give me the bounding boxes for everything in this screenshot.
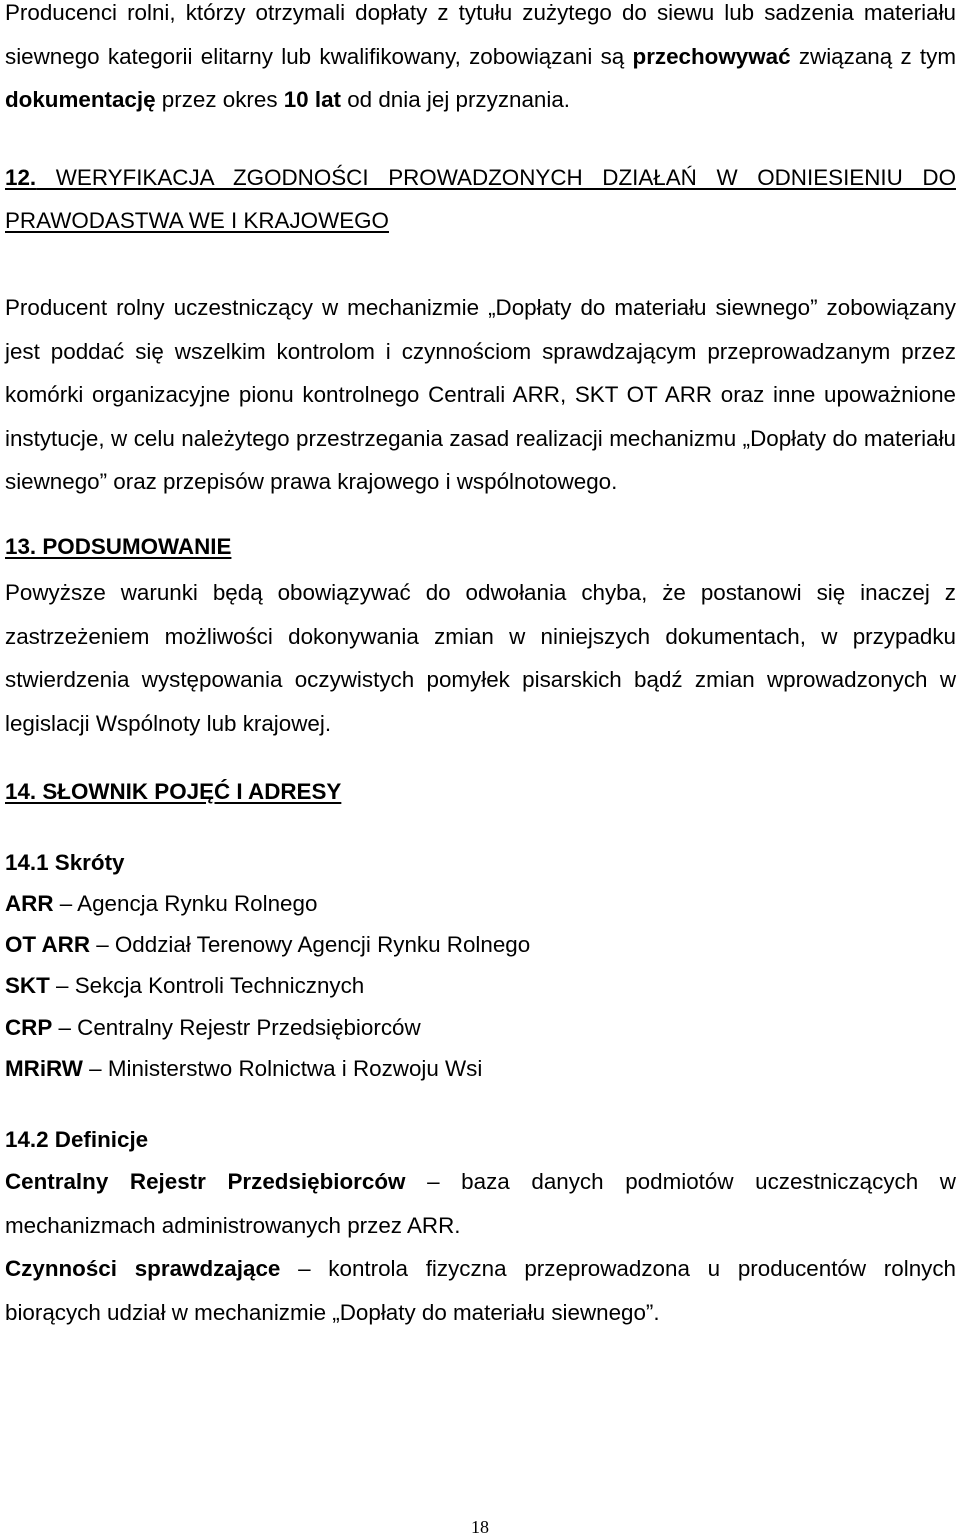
abbreviation-item bbox=[5, 1048, 956, 1089]
intro-text: związaną z tym bbox=[790, 43, 956, 69]
intro-bold-text: przechowywać bbox=[632, 43, 791, 69]
page-number: 18 bbox=[471, 1517, 489, 1537]
section-12-title: WERYFIKACJA ZGODNOŚCI PROWADZONYCH DZIAŁAŃ W ODNIESIENIU DO PRAWODASTWA WE I KRAJOWEGO bbox=[5, 164, 956, 234]
section-12-number: 12. bbox=[5, 164, 37, 190]
section-13-heading: 13. PODSUMOWANIE bbox=[5, 533, 232, 559]
intro-text: od dnia jej przyznania. bbox=[341, 87, 571, 113]
definition-desc: – baza danych podmiotów uczestniczących w mechanizmach administrowanych przez ARR. bbox=[5, 1169, 956, 1238]
section-12-body: Producent rolny uczestniczący w mechanizmie „Dopłaty do materiału siewnego” zobowiązany jest poddać się wszelkim kontrolom i czynnościom sprawdzającym przeprowadzanym przez komórki organizacyjne pionu kontrolnego Centrali ARR, SKT OT ARR oraz inne upoważnione instytucje, w celu należytego przestrzegania zasad realizacji mechanizmu „Dopłaty do materiału siewnego” oraz przepisów prawa krajowego i wspólnotowego. bbox=[5, 294, 956, 495]
abbreviation-desc: – Ministerstwo Rolnictwa i Rozwoju Wsi bbox=[82, 1055, 483, 1081]
definition-item bbox=[5, 1247, 956, 1334]
intro-text: przez okres bbox=[155, 87, 284, 113]
definition-term: Centralny Rejestr Przedsiębiorców bbox=[5, 1169, 406, 1195]
abbreviation-item bbox=[5, 924, 956, 965]
subsection-14-1-heading: 14.1 Skróty bbox=[5, 849, 125, 875]
abbreviation-term: OT ARR bbox=[5, 932, 90, 958]
abbreviation-desc: – Agencja Rynku Rolnego bbox=[53, 890, 318, 916]
section-13-body: Powyższe warunki będą obowiązywać do odwołania chyba, że postanowi się inaczej z zastrzeżeniem możliwości dokonywania zmian w niniejszych dokumentach, w przypadku stwierdzenia występowania oczywistych pomyłek pisarskich bądź zmian wprowadzonych w legislacji Wspólnoty lub krajowej. bbox=[5, 580, 956, 736]
abbreviation-term: CRP bbox=[5, 1014, 53, 1040]
abbreviation-desc: – Oddział Terenowy Agencji Rynku Rolnego bbox=[90, 932, 531, 958]
definitions-list bbox=[5, 1160, 956, 1334]
subsection-14-2-heading: 14.2 Definicje bbox=[5, 1126, 149, 1152]
intro-paragraph bbox=[5, 0, 956, 122]
intro-bold-text: dokumentację bbox=[5, 87, 156, 113]
intro-text: Producenci rolni, którzy otrzymali dopłaty z tytułu zużytego do siewu lub sadzenia materiału siewnego kategorii elitarny lub kwalifikowany, zobowiązani są bbox=[5, 0, 956, 69]
definition-desc: – kontrola fizyczna przeprowadzona u producentów rolnych biorących udział w mechanizmie „Dopłaty do materiału siewnego”. bbox=[5, 1256, 956, 1325]
section-14-heading: 14. SŁOWNIK POJĘĆ I ADRESY bbox=[5, 778, 342, 804]
definition-term: Czynności sprawdzające bbox=[5, 1256, 281, 1282]
section-12-heading bbox=[5, 156, 956, 243]
intro-bold-text: 10 lat bbox=[283, 87, 341, 113]
definition-item bbox=[5, 1160, 956, 1247]
abbreviation-term: SKT bbox=[5, 973, 50, 999]
abbreviation-item bbox=[5, 965, 956, 1006]
abbreviation-term: ARR bbox=[5, 890, 54, 916]
abbreviation-desc: – Sekcja Kontroli Technicznych bbox=[49, 973, 365, 999]
abbreviation-term: MRiRW bbox=[5, 1055, 83, 1081]
abbreviations-list bbox=[5, 883, 956, 1089]
page-content bbox=[5, 0, 956, 1335]
abbreviation-item bbox=[5, 883, 956, 924]
abbreviation-desc: – Centralny Rejestr Przedsiębiorców bbox=[52, 1014, 421, 1040]
abbreviation-item bbox=[5, 1007, 956, 1048]
